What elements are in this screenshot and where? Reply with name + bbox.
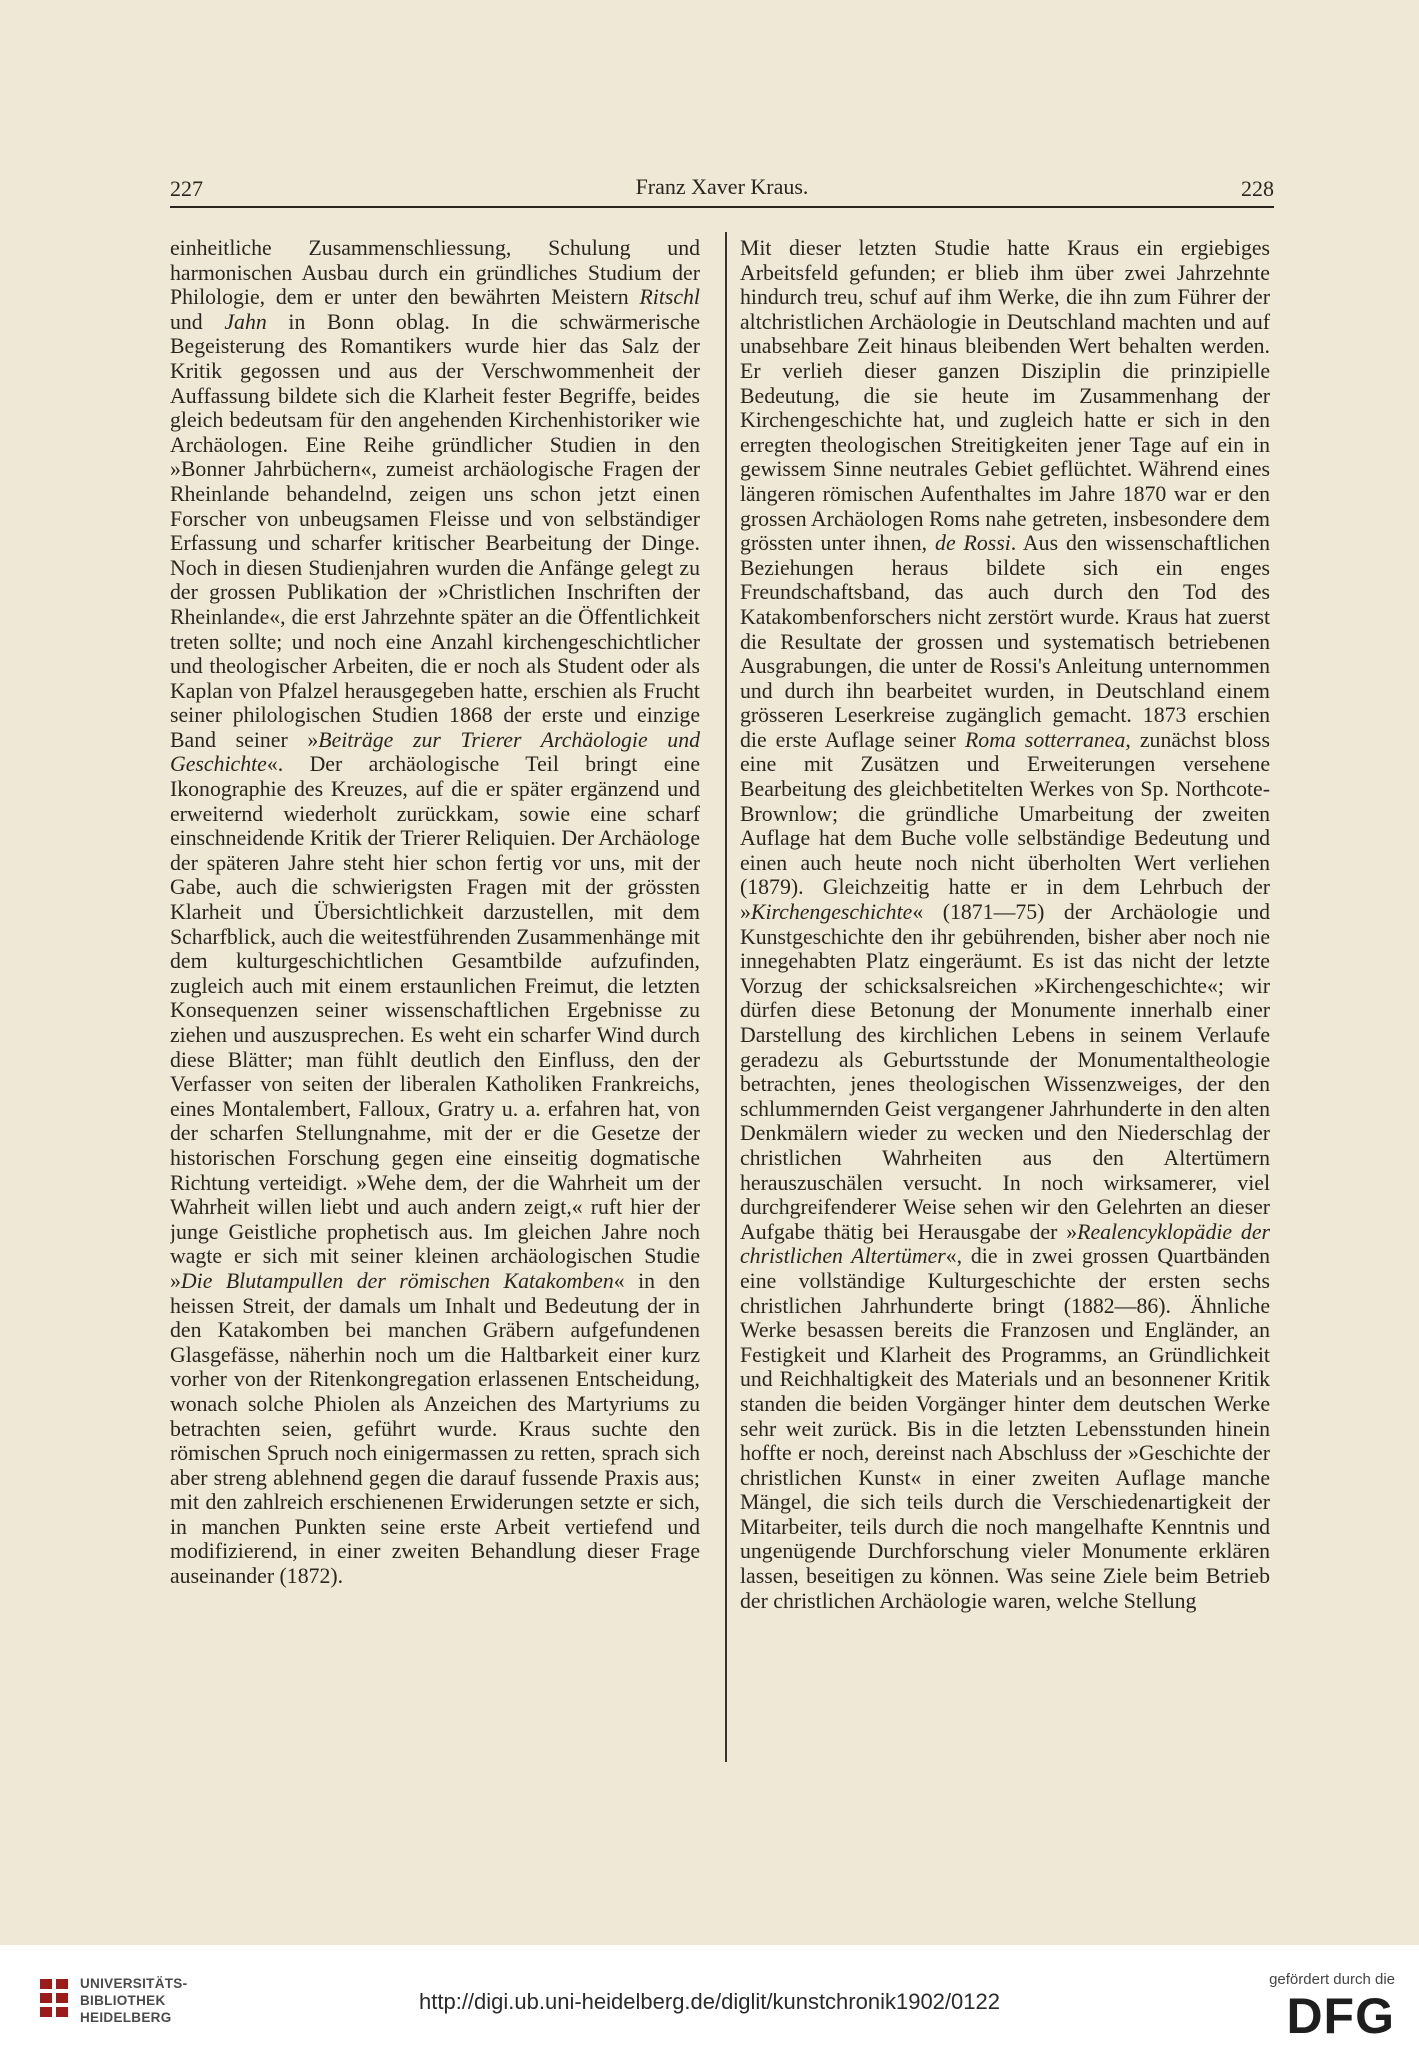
text-span: und <box>170 309 225 334</box>
funded-by-label: gefördert durch die <box>1269 1971 1395 1988</box>
header-rule <box>170 206 1274 208</box>
text-span: in Bonn oblag. In die schwärmerische Begeisterung des Romantikers wurde hier das Salz der Kritik gegossen und aus der Verschwommenheit der Auffassung bildete sich die Klarheit fester Begriffe, beides gleich bedeutsam für den angehenden Kirchenhistoriker wie Archäologen. Eine Reihe gründlicher Studien in den »Bonner Jahrbüchern«, zumeist archäologische Fragen der Rheinlande behandelnd, zeigen uns schon jetzt einen Forscher von unbeugsamen Fleisse und von selbständiger Erfassung und scharfer kritischer Bearbeitung der Dinge. Noch in diesen Studienjahren wurden die Anfänge gelegt zu der grossen Publikation der »Christlichen Inschriften der Rheinlande«, die erst Jahrzehnte später an die Öffentlichkeit treten sollte; und noch eine Anzahl kirchengeschichtlicher und theologischer Arbeiten, die er noch als Student oder als Kaplan von Pfalzel herausgegeben hatte, erschien als Frucht seiner philologischen Studien 1868 der erste und einzige Band seiner » <box>170 309 700 752</box>
text-span: «, die in zwei grossen Quartbänden eine vollständige Kulturgeschichte der ersten sechs christlichen Jahrhunderte bringt (1882—86). Ähnliche Werke besassen bereits die Franzosen und Engländer, an Festigkeit und Klarheit des Programms, an Gründlichkeit und Reichhaltigkeit des Materials und an besonnener Kritik standen die beiden Vorgänger hinter dem deutschen Werke sehr weit zurück. Bis in die letzten Lebensstunden hinein hoffte er noch, dereinst nach Abschluss der »Geschichte der christlichen Kunst« in einer zweiten Auflage manche Mängel, die sich teils durch die Verschiedenartigkeit der Mitarbeiter, teils durch die noch mangelhafte Kenntnis und ungenügende Durchforschung vieler Monumente erklären lassen, beseitigen zu können. Was seine Ziele beim Betrieb der christlichen Archäologie waren, welche Stellung <box>740 1244 1270 1613</box>
page-number-right: 228 <box>1241 176 1274 201</box>
digitization-footer <box>0 1945 1419 2061</box>
library-name-line: UNIVERSITÄTS- <box>80 1976 188 1991</box>
text-column-right <box>740 236 1270 1756</box>
text-span: « (1871—75) der Archäologie und Kunstgeschichte den ihr gebührenden, bisher aber noch nie innegehabten Platz eingeräumt. Es ist das nicht der letzte Vorzug der schicksalsreichen »Kirchengeschichte«; wir dürfen diese Betonung der Monumente innerhalb einer Darstellung des kirchlichen Lebens in seinem Verlaufe geradezu als Geburtsstunde der Monumentaltheologie betrachten, jenes theologischen Wissenzweiges, der den schlummernden Geist vergangener Jahrhunderte in den alten Denkmälern wieder zu wecken und den Niederschlag der christlichen Wahrheiten aus den Altertümern herauszuschälen versucht. In noch wirksamerer, viel durchgreifenderer Weise sehen wir den Gelehrten an dieser Aufgabe thätig bei Herausgabe der » <box>740 900 1270 1244</box>
text-span: einheitliche Zusammenschliessung, Schulung und harmonischen Ausbau durch ein gründliches Studium der Philologie, dem er unter den bewährten Meistern <box>170 236 700 310</box>
italic-title-span: Roma sotterranea <box>964 727 1126 752</box>
library-name-line: HEIDELBERG <box>80 2010 172 2025</box>
text-span: . Aus den wissenschaftlichen Beziehungen heraus bildete sich ein enges Freundschaftsband, das auch durch den Tod des Katakombenforschers nicht zerstört wurde. Kraus hat zuerst die Resultate der grossen und systematisch betriebenen Ausgrabungen, die unter de Rossi's Anleitung unternommen und durch ihn bearbeitet wurden, in Deutschland einem grösseren Leserkreise zugänglich gemacht. 1873 erschien die erste Auflage seiner <box>740 531 1270 752</box>
running-title: Franz Xaver Kraus. <box>635 174 809 199</box>
text-span: «. Der archäologische Teil bringt eine Ikonographie des Kreuzes, auf die er später ergänzend und erweiternd wiederholt zurückkam, sowie eine scharf einschneidende Kritik der Trierer Reliquien. Der Archäologe der späteren Jahre steht hier schon fertig vor uns, mit der Gabe, auch die schwierigsten Fragen mit der grössten Klarheit und Übersichtlichkeit darzustellen, mit dem Scharfblick, auch die weitestführenden Zusammenhänge mit dem kulturgeschichtlichen Gesamtbilde aufzufinden, zugleich auch mit einem erstaunlichen Freimut, die letzten Konsequenzen seiner wissenschaftlichen Ergebnisse zu ziehen und auszusprechen. Es weht ein scharfer Wind durch diese Blätter; man fühlt deutlich den Einfluss, den der Verfasser von seiten der liberalen Katholiken Frankreichs, eines Montalembert, Falloux, Gratry u. a. erfahren hat, von der scharfen Stellungnahme, mit der er die Gesetze der historischen Forschung gegen eine einseitig dogmatische Richtung verteidigt. »Wehe dem, der die Wahrheit um der Wahrheit willen liebt und auch andern zeigt,« ruft hier der junge Geistliche prophetisch aus. Im gleichen Jahre noch wagte er sich mit seiner kleinen archäologischen Studie » <box>170 752 700 1293</box>
dfg-logo: DFG <box>1286 1988 1395 2044</box>
italic-title-span: de Rossi <box>935 531 1011 556</box>
library-name-line: BIBLIOTHEK <box>80 1993 166 2008</box>
italic-title-span: Realencyklopädie der christlichen Altertümer <box>740 1219 1270 1269</box>
italic-title-span: Beiträge zur Trierer Archäologie und Geschichte <box>170 727 700 777</box>
right-column-paragraph <box>740 236 1270 1613</box>
page-number-left: 227 <box>170 176 203 201</box>
italic-title-span: Kirchengeschichte <box>750 900 913 925</box>
italic-title-span: Die Blutampullen der römischen Katakomben <box>180 1268 614 1293</box>
text-span: « in den heissen Streit, der damals um Inhalt und Bedeutung der in den Katakomben bei manchen Gräbern aufgefundenen Glasgefässe, näherhin noch um die Haltbarkeit einer kurz vorher von der Ritenkongregation erlassenen Entscheidung, wonach solche Phiolen als Anzeichen des Martyriums zu betrachten seien, geführt wurde. Kraus suchte den römischen Spruch noch einigermassen zu retten, sprach sich aber streng ablehnend gegen die darauf fussende Praxis aus; mit den zahlreich erschienenen Erwiderungen setzte er sich, in manchen Punkten seine erste Arbeit vertiefend und modifizierend, in einer zweiten Behandlung dieser Frage auseinander (1872). <box>170 1268 700 1589</box>
text-span: , zunächst bloss eine mit Zusätzen und Erweiterungen versehene Bearbeitung des gleichbetitelten Werkes von Sp. Northcote-Brownlow; die gründliche Umarbeitung der zweiten Auflage hat dem Buche volle selbständige Bedeutung und einen auch heute noch nicht überholten Wert verliehen (1879). Gleichzeitig hatte er in dem Lehrbuch der » <box>740 727 1270 925</box>
left-column-paragraph <box>170 236 700 1589</box>
text-span: Mit dieser letzten Studie hatte Kraus ein ergiebiges Arbeitsfeld gefunden; er blieb ihm über zwei Jahrzehnte hindurch treu, schuf auf ihm Werke, die ihn zum Führer der altchristlichen Archäologie in Deutschland machten und auf unabsehbare Zeit hinaus bleibenden Wert behalten werden. Er verlieh dieser ganzen Disziplin die prinzipielle Bedeutung, die sie heute im Zusammenhang der Kirchengeschichte hat, und zugleich hatte er sich in den erregten theologischen Streitigkeiten jener Tage auf ein in gewissem Sinne neutrales Gebiet geflüchtet. Während eines längeren römischen Aufenthaltes im Jahre 1870 war er den grossen Archäologen Roms nahe getreten, insbesondere dem grössten unter ihnen, <box>740 236 1270 556</box>
text-column-left <box>170 236 700 1756</box>
italic-title-span: Ritschl <box>639 285 700 310</box>
column-divider <box>725 232 727 1762</box>
source-url-link[interactable]: http://digi.ub.uni-heidelberg.de/diglit/kunstchronik1902/0122 <box>419 1989 1000 2014</box>
italic-title-span: Jahn <box>224 309 267 334</box>
running-header <box>170 172 1274 206</box>
